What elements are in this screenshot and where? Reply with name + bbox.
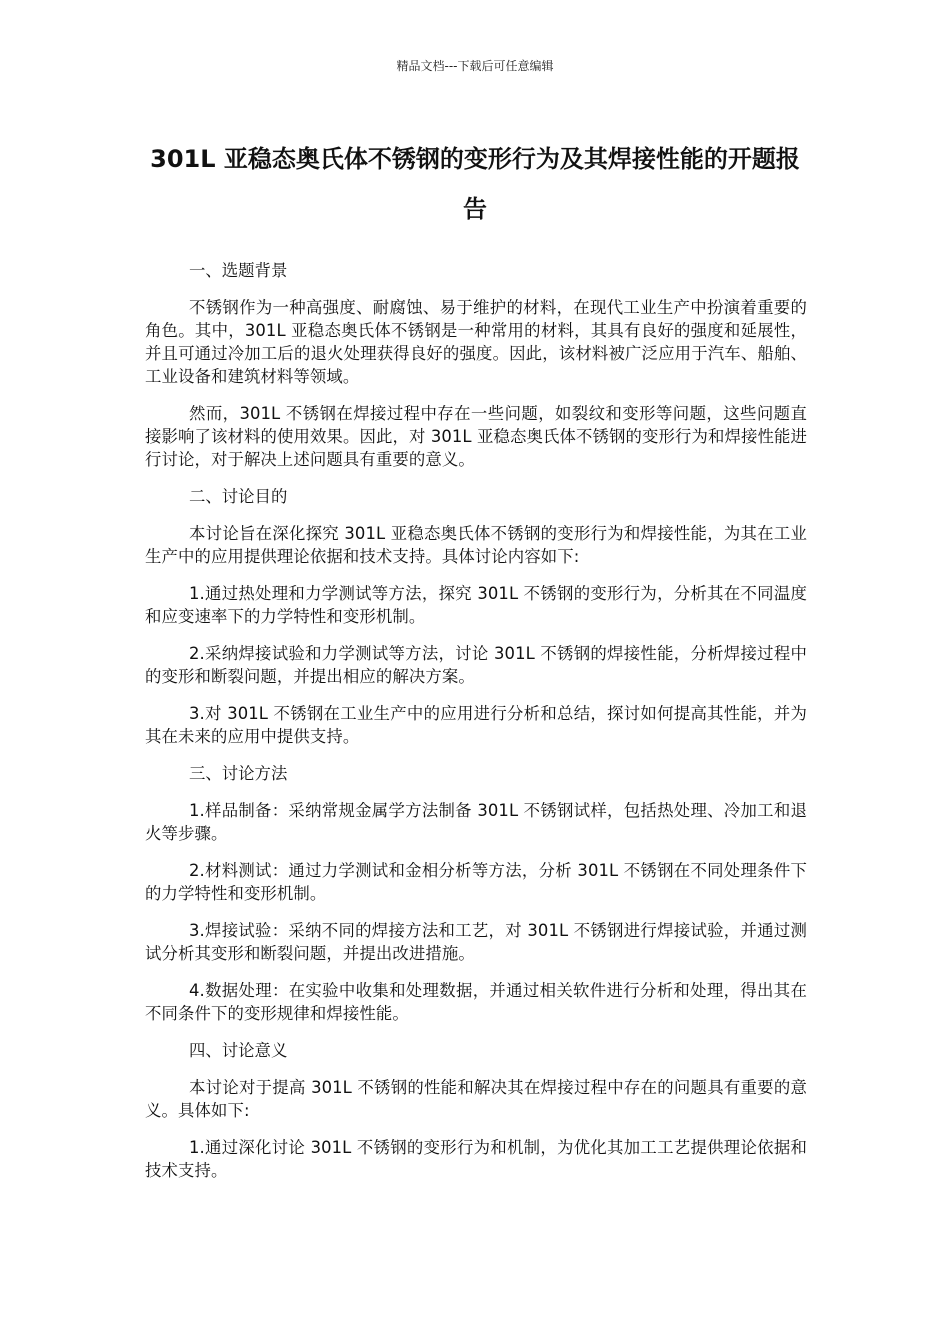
section-methods [145,762,807,1025]
paragraph: 1.通过深化讨论 301L 不锈钢的变形行为和机制，为优化其加工工艺提供理论依据和技术支持。 [145,1138,807,1180]
paragraph: 1.样品制备：采纳常规金属学方法制备 301L 不锈钢试样，包括热处理、冷加工和退火等步骤。 [145,801,807,843]
document-body [145,259,807,1196]
header-watermark-text: 精品文档---下载后可任意编辑 [396,59,554,73]
section-heading: 二、讨论目的 [189,487,288,506]
paragraph: 本讨论旨在深化探究 301L 亚稳态奥氏体不锈钢的变形行为和焊接性能，为其在工业生产中的应用提供理论依据和技术支持。具体讨论内容如下: [145,524,807,566]
document-title: 301L 亚稳态奥氏体不锈钢的变形行为及其焊接性能的开题报告 [150,145,800,223]
section-heading: 四、讨论意义 [189,1041,288,1060]
section-purpose [145,485,807,748]
paragraph: 2.采纳焊接试验和力学测试等方法，讨论 301L 不锈钢的焊接性能，分析焊接过程中的变形和断裂问题，并提出相应的解决方案。 [145,644,807,686]
paragraph: 1.通过热处理和力学测试等方法，探究 301L 不锈钢的变形行为，分析其在不同温度和应变速率下的力学特性和变形机制。 [145,584,807,626]
section-significance [145,1039,807,1182]
section-background [145,259,807,471]
paragraph: 3.焊接试验：采纳不同的焊接方法和工艺，对 301L 不锈钢进行焊接试验，并通过测试分析其变形和断裂问题，并提出改进措施。 [145,921,807,963]
section-heading: 一、选题背景 [189,261,288,280]
paragraph: 4.数据处理：在实验中收集和处理数据，并通过相关软件进行分析和处理，得出其在不同条件下的变形规律和焊接性能。 [145,981,807,1023]
paragraph: 本讨论对于提高 301L 不锈钢的性能和解决其在焊接过程中存在的问题具有重要的意义。具体如下: [145,1078,807,1120]
paragraph: 3.对 301L 不锈钢在工业生产中的应用进行分析和总结，探讨如何提高其性能，并为其在未来的应用中提供支持。 [145,704,807,746]
paragraph: 不锈钢作为一种高强度、耐腐蚀、易于维护的材料，在现代工业生产中扮演着重要的角色。其中，301L 亚稳态奥氏体不锈钢是一种常用的材料，其具有良好的强度和延展性，并且可通过冷加工后的退火处理获得良好的强度。因此，该材料被广泛应用于汽车、船舶、工业设备和建筑材料等领域。 [145,298,807,386]
paragraph: 然而，301L 不锈钢在焊接过程中存在一些问题，如裂纹和变形等问题，这些问题直接影响了该材料的使用效果。因此，对 301L 亚稳态奥氏体不锈钢的变形行为和焊接性能进行讨论，对于解决上述问题具有重要的意义。 [145,404,807,469]
paragraph: 2.材料测试：通过力学测试和金相分析等方法，分析 301L 不锈钢在不同处理条件下的力学特性和变形机制。 [145,861,807,903]
section-heading: 三、讨论方法 [189,764,288,783]
